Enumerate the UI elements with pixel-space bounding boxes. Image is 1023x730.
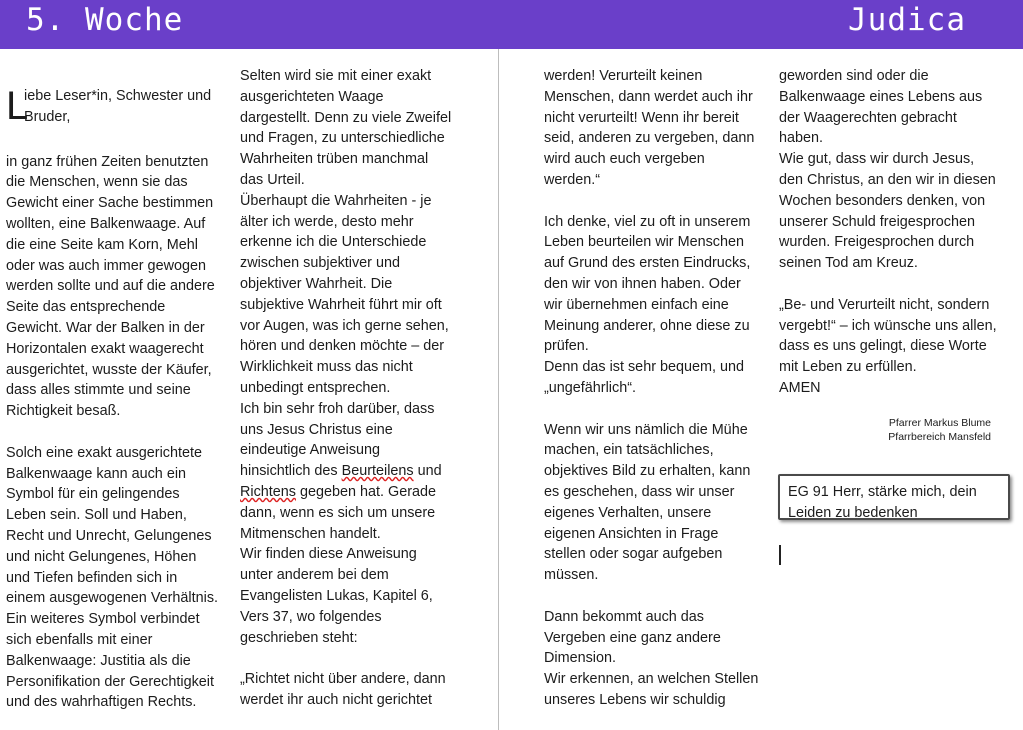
text-line: einem ausgewogenen Verhältnis.: [6, 590, 219, 607]
text-line: Leben beurteilen wir Menschen: [544, 234, 744, 251]
text-line: Wenn wir uns nämlich die Mühe: [544, 421, 748, 438]
text-line: ausgerichtet, wusste der Käufer,: [6, 361, 212, 378]
text-line: Wochen besonders denken, von: [779, 192, 986, 209]
text-line: Evangelisten Lukas, Kapitel 6,: [240, 587, 433, 604]
text-line: in ganz frühen Zeiten benutzten: [6, 153, 209, 170]
text-line: hören und denken möchte – der: [240, 338, 445, 355]
text-line: wollten, eine Balkenwaage. Auf: [6, 215, 206, 232]
text-line: vergebt!“ – ich wünsche uns allen,: [779, 317, 997, 334]
text-line: und des wahrhaftigen Rechts.: [6, 694, 197, 711]
text-line: „Be- und Verurteilt nicht, sondern: [779, 296, 990, 313]
text-line: Vergeben eine ganz andere: [544, 629, 721, 646]
text-line: Personifikation der Gerechtigkeit: [6, 673, 214, 690]
text-line: machen, ein tatsächliches,: [544, 442, 714, 459]
text-line: uns Jesus Christus eine: [240, 421, 393, 438]
hymn-text: EG 91 Herr, stärke mich, dein Leiden zu bedenken: [788, 484, 977, 521]
paragraph-amen: [779, 295, 999, 399]
salutation: [6, 86, 222, 128]
text-line: und Fragen, zu unterschiedliche: [240, 130, 445, 147]
text-line: sich ebenfalls mit einer: [6, 631, 153, 648]
text-line: Ich bin sehr froh darüber, dass: [240, 400, 435, 417]
text-cursor[interactable]: [779, 545, 781, 565]
text-line: werdet ihr auch nicht gerichtet: [240, 691, 432, 708]
text-line: Wie gut, dass wir durch Jesus,: [779, 151, 975, 168]
text-line: unter anderem bei dem: [240, 567, 389, 584]
text-line: wird auch euch vergeben: [544, 151, 705, 168]
paragraph-anweisung: [240, 503, 460, 649]
signature-parish: Pfarrbereich Mansfeld: [888, 431, 991, 443]
text-line: Wahrheiten trüben manchmal: [240, 151, 429, 168]
paragraph-beurteilen: [544, 212, 760, 399]
paragraph-quote-start: [240, 669, 460, 711]
text-line: Gewicht einer Sache bestimmen: [6, 195, 214, 212]
text-line: objektiver Wahrheit. Die: [240, 275, 393, 292]
text-line: auf Grund des ersten Eindrucks,: [544, 255, 751, 272]
paragraph-balkenwaage: [6, 152, 222, 422]
column-4: [779, 66, 999, 399]
text-line: Solch eine exakt ausgerichtete: [6, 444, 202, 461]
text-line: eigenes Verhalten, unsere: [544, 504, 712, 521]
text-line: die eine Seite kam Korn, Mehl: [6, 236, 198, 253]
text-line: Symbol für ein gelingendes: [6, 486, 180, 503]
text-line: geworden sind oder die: [779, 68, 929, 84]
text-line: eindeutige Anweisung: [240, 442, 381, 459]
text-line: werden! Verurteilt keinen: [544, 68, 703, 84]
text-line: Seite das entsprechende: [6, 299, 166, 316]
text-line: AMEN: [779, 379, 821, 396]
column-1: [6, 86, 222, 713]
text-line: älter ich werde, desto mehr: [240, 213, 414, 230]
text-line: Selten wird sie mit einer exakt: [240, 68, 432, 84]
text-line: dass alles stimmte und seine: [6, 382, 191, 399]
text-line: wurden. Freigesprochen durch: [779, 234, 975, 251]
sunday-title: Judica: [848, 2, 966, 38]
text-line: Richtens gegeben hat. Gerade: [240, 483, 437, 500]
text-line: Dann bekommt auch das: [544, 608, 704, 625]
text-line: unseres Lebens wir schuldig: [544, 691, 726, 708]
hymn-box: [778, 474, 1010, 520]
text-line: es geschehen, dass wir unser: [544, 483, 735, 500]
text-line: Vers 37, wo folgendes: [240, 608, 382, 625]
text-line: seinen Tod am Kreuz.: [779, 255, 918, 272]
text-line: unbedingt entsprechen.: [240, 379, 391, 396]
text-line: haben.: [779, 130, 824, 147]
text-line: werden sollte und auf die andere: [6, 278, 215, 295]
text-line: ausgerichteten Waage: [240, 88, 384, 105]
text-line: Recht und Unrecht, Gelungenes: [6, 527, 212, 544]
text-line: Balkenwaage eines Lebens aus: [779, 88, 983, 105]
text-line: erkenne ich die Unterschiede: [240, 234, 427, 251]
text-line: der Waagerechten gebracht: [779, 109, 957, 126]
page-fold-line: [498, 49, 499, 730]
text-line: Meinung anderer, ohne diese zu: [544, 317, 750, 334]
paragraph-vergeben: [544, 607, 760, 711]
text-line: subjektive Wahrheit führt mir oft: [240, 296, 442, 313]
text-line: dann, wenn es sich um unsere: [240, 504, 436, 521]
text-line: seid, anderen zu vergeben, dann: [544, 130, 755, 147]
text-line: Menschen, dann werdet auch ihr: [544, 88, 753, 105]
text-line: nicht verurteilt! Wenn ihr bereit: [544, 109, 739, 126]
text-line: „ungefährlich“.: [544, 379, 636, 396]
paragraph-muehe: [544, 420, 760, 586]
text-line: Wir finden diese Anweisung: [240, 546, 417, 563]
text-line: Denn das ist sehr bequem, und: [544, 359, 744, 376]
text-line: müssen.: [544, 567, 599, 584]
text-line: zwischen subjektiver und: [240, 255, 400, 272]
signature: [778, 416, 991, 444]
column-3: [544, 66, 760, 711]
text-line: oder was auch immer gewogen: [6, 257, 206, 274]
text-line: die Menschen, wenn sie das: [6, 174, 188, 191]
text-line: mit Leben zu erfüllen.: [779, 359, 917, 376]
spellcheck-word: Beurteilens: [341, 463, 414, 480]
text-line: unserer Schuld freigesprochen: [779, 213, 975, 230]
text-line: vor Augen, was ich gerne sehen,: [240, 317, 449, 334]
column-2: [240, 66, 460, 711]
paragraph-freigesprochen: [779, 66, 999, 274]
text-line: das Urteil.: [240, 171, 305, 188]
text-line: Wir erkennen, an welchen Stellen: [544, 671, 759, 688]
text-line: stellen oder sogar aufgeben: [544, 546, 723, 563]
text-line: objektives Bild zu erhalten, kann: [544, 463, 751, 480]
text-line: Leben sein. Soll und Haben,: [6, 507, 187, 524]
text-line: dargestellt. Denn zu viele Zweifel: [240, 109, 452, 126]
text-line: Richtigkeit besaß.: [6, 403, 121, 420]
text-line: eigenen Ansichten in Frage: [544, 525, 719, 542]
text-line: Gewicht. War der Balken in der: [6, 319, 205, 336]
text-line: den Christus, an den wir in diesen: [779, 171, 996, 188]
text-line: und Tiefen befinden sich in: [6, 569, 178, 586]
text-line: prüfen.: [544, 338, 589, 355]
spellcheck-word: Richtens: [240, 483, 296, 500]
text-line: den wir von ihnen haben. Oder: [544, 275, 741, 292]
paragraph-wahrheit: [240, 66, 460, 461]
text-line: Horizontalen exakt waagerecht: [6, 340, 204, 357]
week-title: 5. Woche: [26, 2, 184, 38]
text-line: geschrieben steht:: [240, 629, 358, 646]
text-line: dass es uns gelingt, diese Worte: [779, 338, 987, 355]
text-line: Dimension.: [544, 650, 616, 667]
text-line: wir übernehmen einfach eine: [544, 296, 729, 313]
text-line: Balkenwaage kann auch ein: [6, 465, 187, 482]
text-line: Ein weiteres Symbol verbindet: [6, 611, 200, 628]
drop-cap: L: [6, 84, 29, 128]
text-line: Überhaupt die Wahrheiten - je: [240, 192, 432, 209]
text-line: und nicht Gelungenes, Höhen: [6, 548, 197, 565]
signature-name: Pfarrer Markus Blume: [888, 417, 991, 429]
text-line: Mitmenschen handelt.: [240, 525, 381, 542]
text-line: Balkenwaage: Justitia als die: [6, 652, 191, 669]
text-line: werden.“: [544, 171, 600, 188]
salutation-text: iebe Leser*in, Schwester und Bruder,: [24, 88, 212, 125]
text-line: hinsichtlich des Beurteilens und: [240, 463, 442, 480]
paragraph-quote-end: [544, 66, 760, 191]
header-bar: [0, 0, 1023, 49]
text-line: Wirklichkeit muss das nicht: [240, 359, 413, 376]
text-line: Ich denke, viel zu oft in unserem: [544, 213, 751, 230]
paragraph-symbol: [6, 443, 222, 713]
text-line: „Richtet nicht über andere, dann: [240, 671, 446, 688]
